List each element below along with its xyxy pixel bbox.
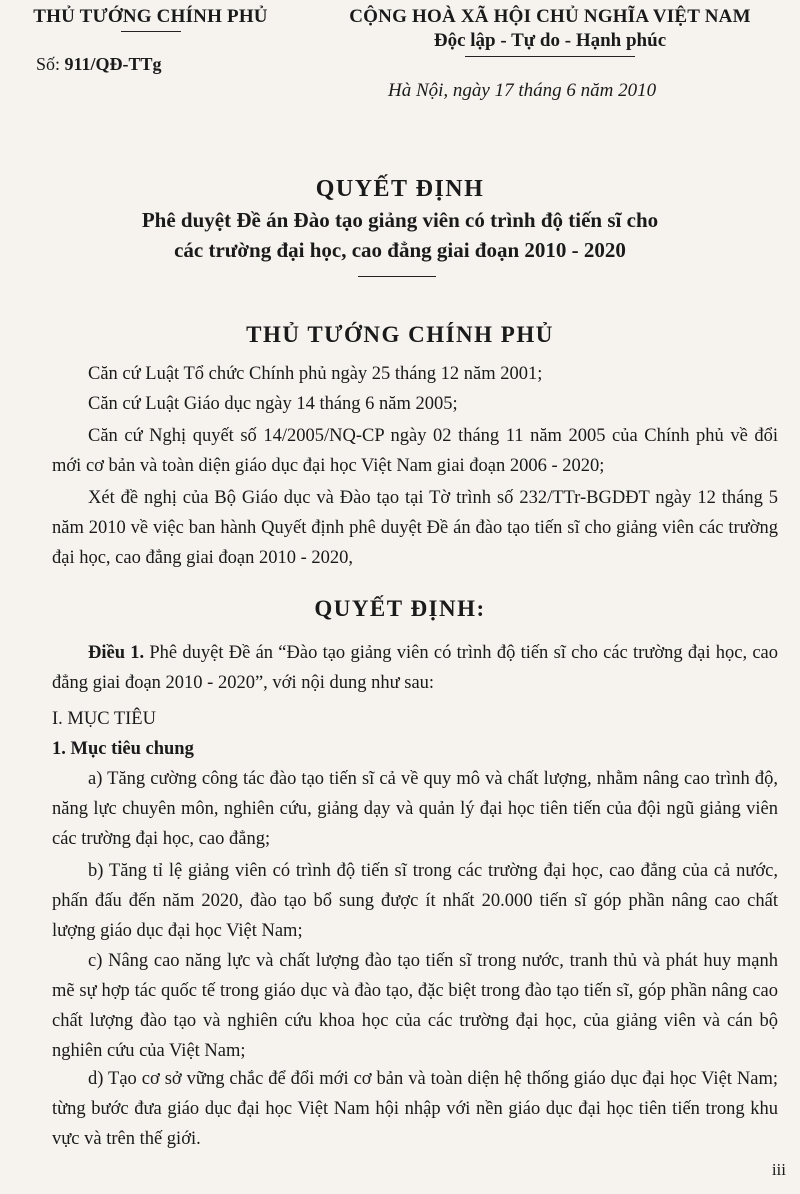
header-underline-right: [465, 56, 635, 57]
subsection-heading: 1. Mục tiêu chung: [52, 739, 194, 759]
republic-name: CỘNG HOÀ XÃ HỘI CHỦ NGHĨA VIỆT NAM: [349, 6, 751, 27]
legal-basis-4: Xét đề nghị của Bộ Giáo dục và Đào tạo tại Tờ trình số 232/TTr-BGDĐT ngày 12 tháng 5 năm 2010 về việc ban hành Quyết định phê duyệt Đề án đào tạo tiến sĩ cho giảng viên các trường đại học, cao đẳng giai đoạn 2010 - 2020,: [52, 488, 778, 568]
goal-b: b) Tăng tỉ lệ giảng viên có trình độ tiến sĩ trong các trường đại học, cao đẳng của cả nước, phấn đấu đến năm 2020, đào tạo bổ sung được ít nhất 20.000 tiến sĩ góp phần nâng cao chất lượng giáo dục đại học Việt Nam;: [52, 861, 778, 941]
document-title: QUYẾT ĐỊNH: [315, 176, 485, 202]
title-underline: [358, 276, 436, 277]
goal-d: d) Tạo cơ sở vững chắc để đổi mới cơ bản và toàn diện hệ thống giáo dục đại học Việt Nam; từng bước đưa giáo dục đại học Việt Nam hội nhập với nền giáo dục đại học tiên tiến trong khu vực và trên thế giới.: [52, 1069, 778, 1149]
authority-name: THỦ TƯỚNG CHÍNH PHỦ: [33, 6, 268, 27]
page-number: iii: [771, 1160, 786, 1179]
legal-basis-3: Căn cứ Nghị quyết số 14/2005/NQ-CP ngày 02 tháng 11 năm 2005 của Chính phủ về đổi mới cơ bản và toàn diện giáo dục đại học Việt Nam giai đoạn 2006 - 2020;: [52, 426, 778, 476]
doc-number-label: Số:: [36, 54, 61, 74]
document-subtitle-line-1: Phê duyệt Đề án Đào tạo giảng viên có trình độ tiến sĩ cho: [141, 208, 659, 232]
article-1: [52, 638, 778, 698]
document-number: [36, 54, 162, 75]
decision-heading: QUYẾT ĐỊNH:: [314, 596, 486, 621]
issue-date: Hà Nội, ngày 17 tháng 6 năm 2010: [388, 80, 657, 101]
header-underline-left: [121, 31, 181, 32]
issuer-header: [8, 6, 293, 32]
national-motto: Độc lập - Tự do - Hạnh phúc: [433, 30, 667, 51]
goal-a: a) Tăng cường công tác đào tạo tiến sĩ cả về quy mô và chất lượng, nhằm nâng cao trình độ, năng lực chuyên môn, nghiên cứu, giảng dạy và quản lý đại học tiên tiến của đội ngũ giảng viên các trường đại học, cao đẳng;: [52, 769, 778, 849]
legal-basis-1: Căn cứ Luật Tổ chức Chính phủ ngày 25 tháng 12 năm 2001;: [88, 364, 543, 384]
doc-number-value: 911/QĐ-TTg: [64, 54, 162, 74]
goal-c: c) Nâng cao năng lực và chất lượng đào tạo tiến sĩ trong nước, tranh thủ và phát huy mạnh mẽ sự hợp tác quốc tế trong giáo dục và đào tạo, đặc biệt trong đào tạo tiến sĩ, góp phần nâng cao chất lượng đào tạo và nghiên cứu khoa học của các trường đại học, của giảng viên và cán bộ nghiên cứu của Việt Nam;: [52, 951, 778, 1061]
national-header: [300, 6, 800, 57]
article-1-label: Điều 1.: [88, 643, 145, 663]
section-heading: I. MỤC TIÊU: [52, 709, 156, 729]
document-subtitle-line-2: các trường đại học, cao đẳng giai đoạn 2010 - 2020: [174, 238, 626, 262]
legal-basis-2: Căn cứ Luật Giáo dục ngày 14 tháng 6 năm 2005;: [88, 394, 458, 414]
article-1-text: Phê duyệt Đề án “Đào tạo giảng viên có trình độ tiến sĩ cho các trường đại học, cao đẳng giai đoạn 2010 - 2020”, với nội dung như sau:: [52, 643, 778, 693]
issuer-heading: THỦ TƯỚNG CHÍNH PHỦ: [246, 322, 554, 347]
